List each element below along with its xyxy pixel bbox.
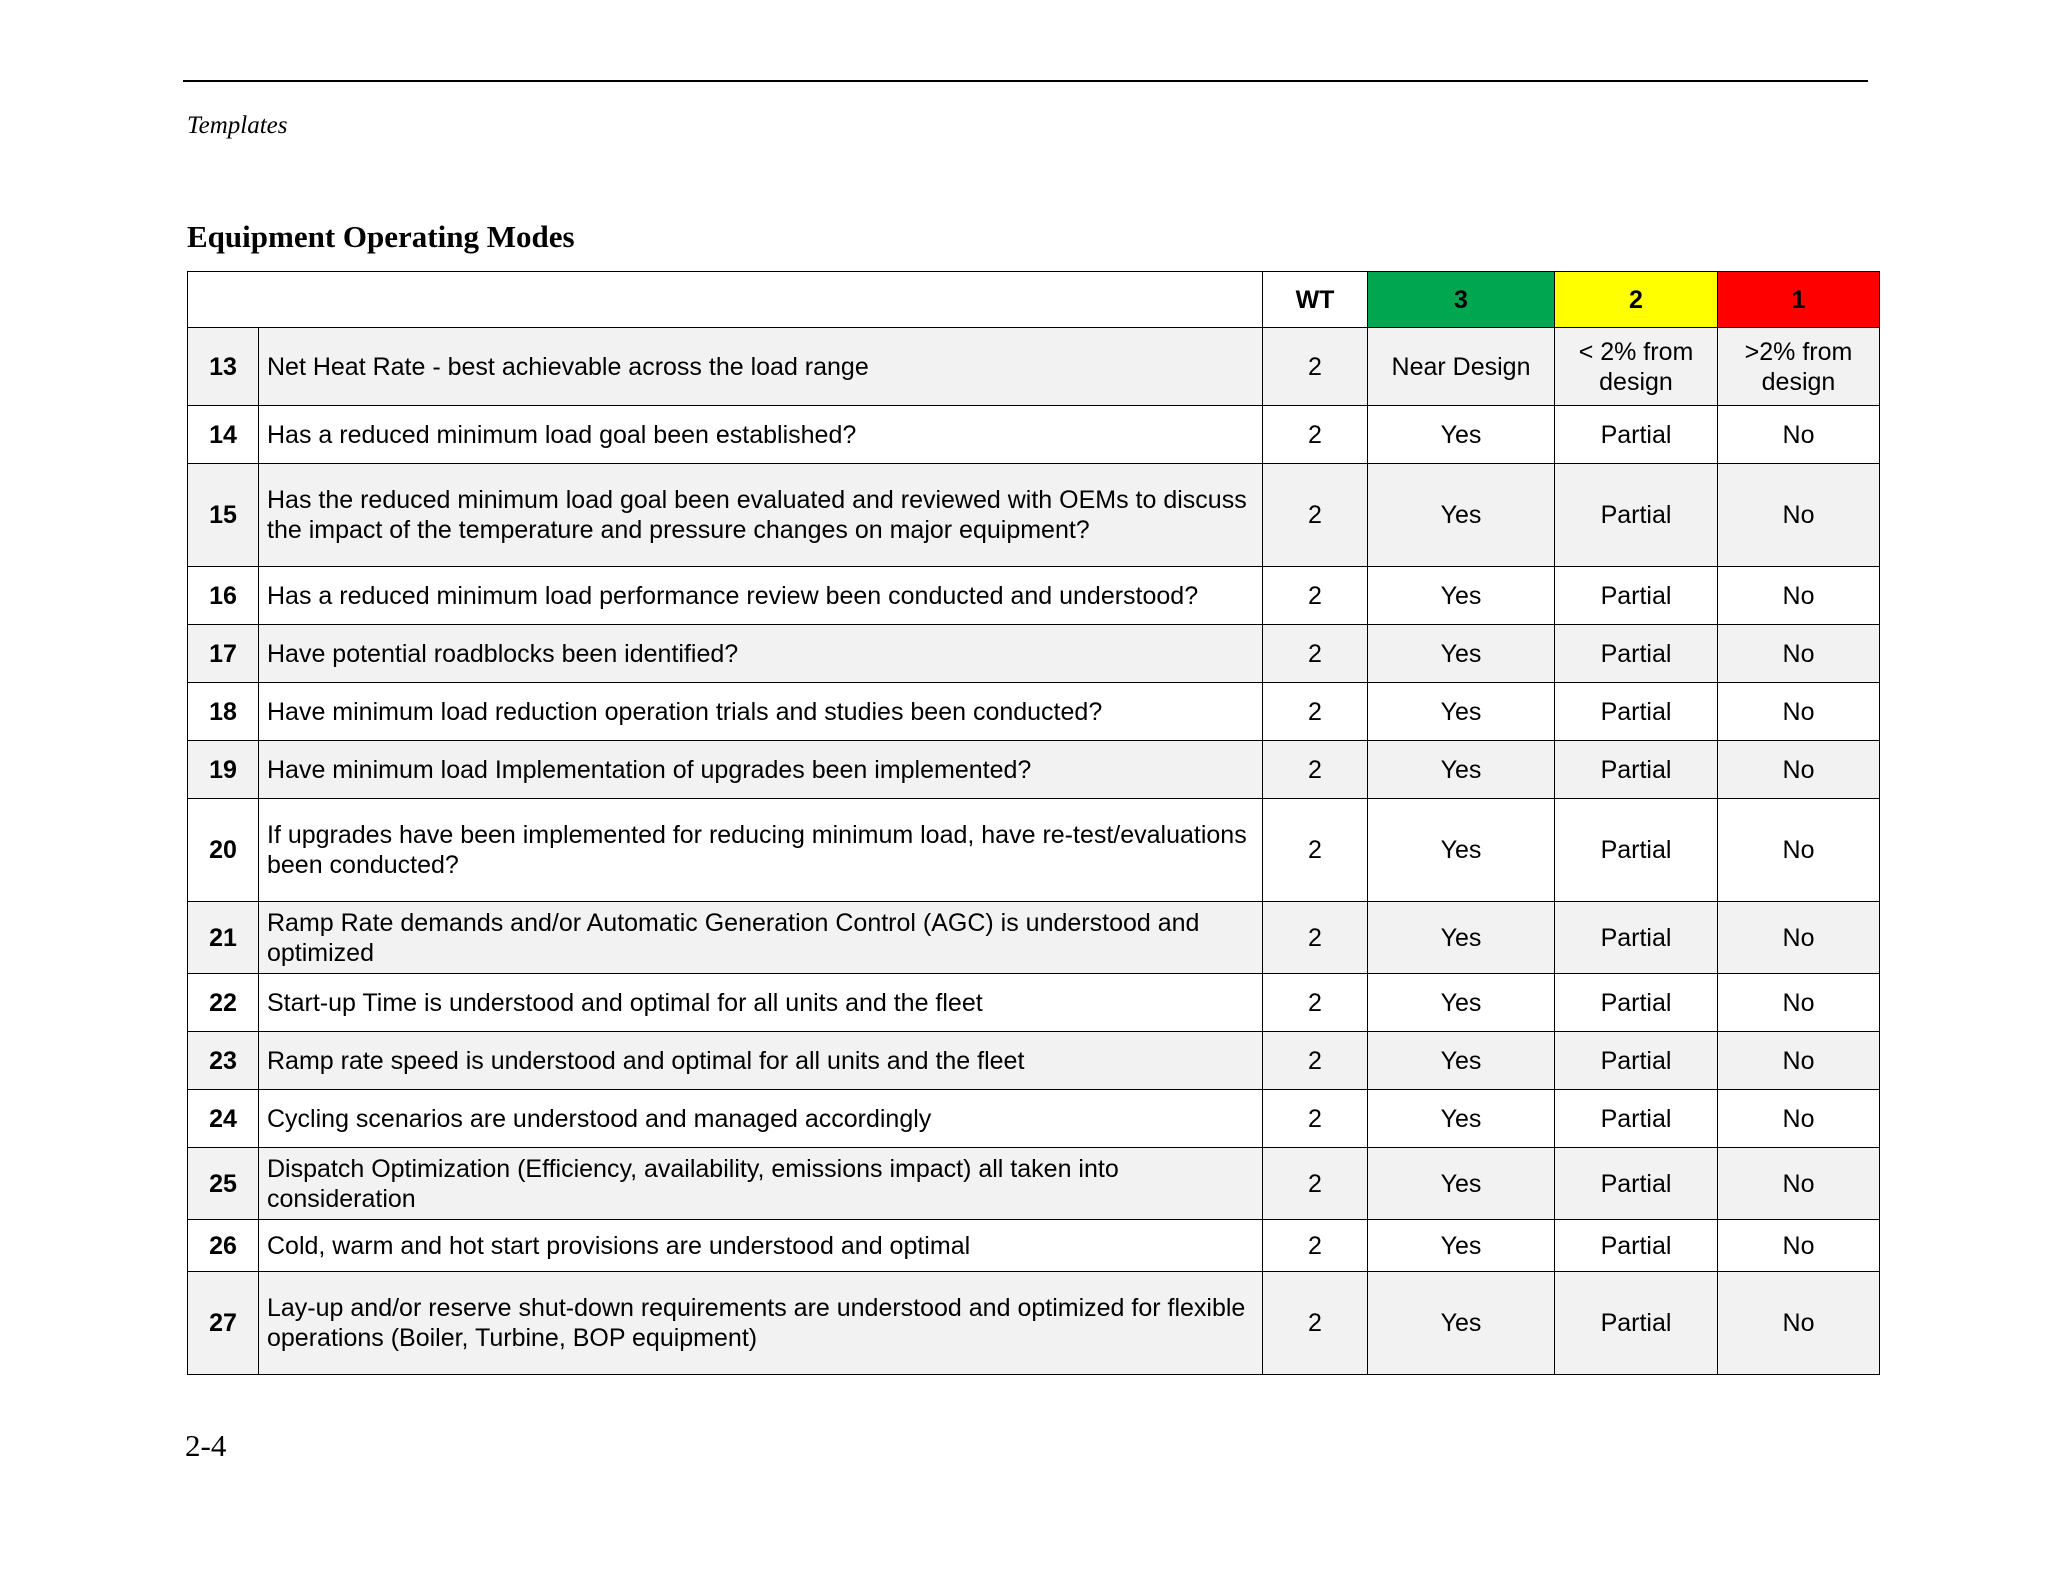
row-score-2: Partial [1555,625,1718,683]
table-row [188,328,1880,406]
row-weight: 2 [1263,1090,1368,1148]
row-question: If upgrades have been implemented for reducing minimum load, have re-test/evaluations been conducted? [259,799,1263,902]
row-score-2: < 2% from design [1555,328,1718,406]
table-row [188,1090,1880,1148]
row-weight: 2 [1263,625,1368,683]
row-score-1: No [1718,1090,1880,1148]
row-score-3: Near Design [1368,328,1555,406]
row-question: Ramp rate speed is understood and optimal for all units and the fleet [259,1032,1263,1090]
table-row [188,799,1880,902]
table-row [188,1148,1880,1220]
row-score-2: Partial [1555,902,1718,974]
row-weight: 2 [1263,1272,1368,1375]
table-row [188,902,1880,974]
row-question: Have minimum load Implementation of upgrades been implemented? [259,741,1263,799]
table-row [188,683,1880,741]
row-question: Ramp Rate demands and/or Automatic Generation Control (AGC) is understood and optimized [259,902,1263,974]
row-score-2: Partial [1555,406,1718,464]
row-number: 14 [188,406,259,464]
row-question: Net Heat Rate - best achievable across the load range [259,328,1263,406]
row-number: 26 [188,1220,259,1272]
row-question: Cycling scenarios are understood and managed accordingly [259,1090,1263,1148]
row-score-2: Partial [1555,464,1718,567]
row-score-1: No [1718,1220,1880,1272]
row-number: 16 [188,567,259,625]
header-score-3: 3 [1368,272,1555,328]
table-row [188,974,1880,1032]
row-number: 21 [188,902,259,974]
row-score-3: Yes [1368,1032,1555,1090]
row-weight: 2 [1263,1220,1368,1272]
table-body [188,328,1880,1375]
row-question: Start-up Time is understood and optimal for all units and the fleet [259,974,1263,1032]
row-score-2: Partial [1555,1220,1718,1272]
row-number: 15 [188,464,259,567]
header-blank-cell [188,272,1263,328]
row-score-3: Yes [1368,464,1555,567]
row-number: 23 [188,1032,259,1090]
row-weight: 2 [1263,1032,1368,1090]
row-weight: 2 [1263,328,1368,406]
row-number: 24 [188,1090,259,1148]
row-score-1: No [1718,406,1880,464]
row-number: 19 [188,741,259,799]
row-score-3: Yes [1368,799,1555,902]
header-score-2: 2 [1555,272,1718,328]
row-score-3: Yes [1368,741,1555,799]
row-number: 27 [188,1272,259,1375]
row-score-3: Yes [1368,1148,1555,1220]
section-title: Equipment Operating Modes [187,219,575,254]
row-score-2: Partial [1555,741,1718,799]
row-number: 25 [188,1148,259,1220]
header-wt: WT [1263,272,1368,328]
running-header: Templates [187,112,288,139]
row-score-2: Partial [1555,799,1718,902]
row-score-2: Partial [1555,1032,1718,1090]
row-score-1: No [1718,1148,1880,1220]
row-number: 20 [188,799,259,902]
row-score-2: Partial [1555,1148,1718,1220]
row-weight: 2 [1263,406,1368,464]
row-score-2: Partial [1555,567,1718,625]
row-weight: 2 [1263,741,1368,799]
row-number: 13 [188,328,259,406]
row-score-1: No [1718,1032,1880,1090]
row-score-1: No [1718,1272,1880,1375]
row-score-1: No [1718,974,1880,1032]
row-score-3: Yes [1368,974,1555,1032]
row-weight: 2 [1263,902,1368,974]
operating-modes-table [187,271,1880,1375]
row-score-3: Yes [1368,567,1555,625]
table-row [188,1220,1880,1272]
row-score-1: No [1718,683,1880,741]
table-row [188,567,1880,625]
row-question: Have potential roadblocks been identified? [259,625,1263,683]
row-number: 17 [188,625,259,683]
row-score-1: No [1718,799,1880,902]
row-score-3: Yes [1368,625,1555,683]
row-question: Have minimum load reduction operation trials and studies been conducted? [259,683,1263,741]
row-score-2: Partial [1555,683,1718,741]
row-score-2: Partial [1555,1272,1718,1375]
row-score-1: No [1718,625,1880,683]
row-score-3: Yes [1368,1090,1555,1148]
row-weight: 2 [1263,464,1368,567]
row-weight: 2 [1263,567,1368,625]
row-number: 22 [188,974,259,1032]
row-score-3: Yes [1368,1220,1555,1272]
table-header-row [188,272,1880,328]
row-weight: 2 [1263,974,1368,1032]
row-score-2: Partial [1555,974,1718,1032]
table-row [188,625,1880,683]
row-score-1: No [1718,567,1880,625]
row-score-3: Yes [1368,902,1555,974]
table-row [188,741,1880,799]
row-question: Cold, warm and hot start provisions are understood and optimal [259,1220,1263,1272]
row-score-3: Yes [1368,406,1555,464]
table-row [188,1272,1880,1375]
table-row [188,406,1880,464]
row-question: Dispatch Optimization (Efficiency, availability, emissions impact) all taken into consideration [259,1148,1263,1220]
row-score-3: Yes [1368,683,1555,741]
row-score-1: >2% from design [1718,328,1880,406]
row-weight: 2 [1263,683,1368,741]
row-question: Has the reduced minimum load goal been evaluated and reviewed with OEMs to discuss the impact of the temperature and pressure changes on major equipment? [259,464,1263,567]
row-score-1: No [1718,902,1880,974]
row-score-3: Yes [1368,1272,1555,1375]
table-row [188,1032,1880,1090]
row-weight: 2 [1263,1148,1368,1220]
page-number: 2-4 [185,1428,227,1463]
row-weight: 2 [1263,799,1368,902]
row-question: Lay-up and/or reserve shut-down requirements are understood and optimized for flexible operations (Boiler, Turbine, BOP equipment) [259,1272,1263,1375]
row-score-1: No [1718,464,1880,567]
row-score-1: No [1718,741,1880,799]
row-question: Has a reduced minimum load performance review been conducted and understood? [259,567,1263,625]
header-rule [183,80,1868,82]
row-number: 18 [188,683,259,741]
row-question: Has a reduced minimum load goal been established? [259,406,1263,464]
table-row [188,464,1880,567]
row-score-2: Partial [1555,1090,1718,1148]
header-score-1: 1 [1718,272,1880,328]
